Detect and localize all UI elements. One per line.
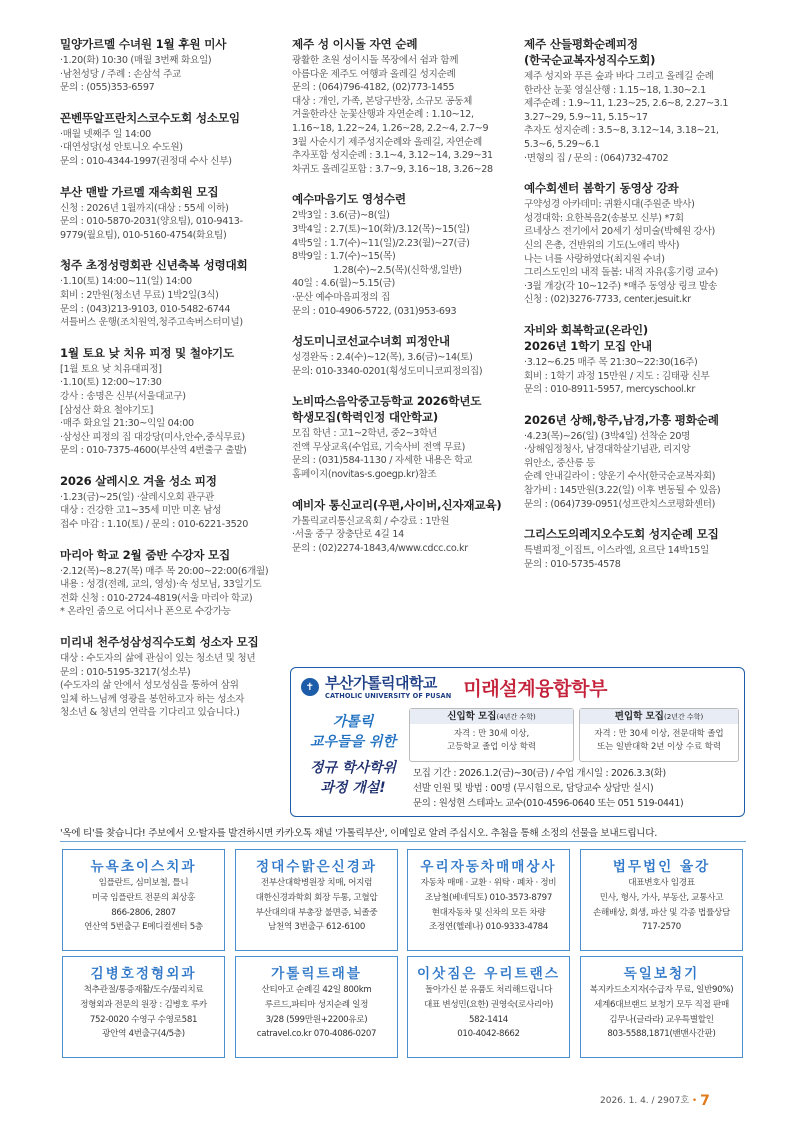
article-line: 특별피정_이집트, 이스라엘, 요르단 14박15일 (524, 545, 709, 557)
notice-divider (60, 841, 746, 842)
business-name: 정대수맑은신경과 (255, 859, 378, 875)
article-line: 가톨릭교리통신교육회 / 수강료 : 1만원 (292, 515, 450, 527)
business-ad (62, 956, 225, 1058)
article-line: ·3.12~6.25 매주 목 21:30~22:30(16주) (524, 356, 698, 368)
article-line: 대상 : 수도자의 삶에 관심이 있는 청소년 및 청년 (60, 653, 256, 665)
article-line: 문의 : 010-5195-3217(성소부) (60, 666, 191, 678)
notice-article (524, 180, 746, 307)
article-title: 제주 산들평화순례피정 (한국순교복자성직수도회) (524, 37, 656, 67)
business-detail: 산티아고 순례길 42일 800km (261, 985, 372, 995)
freshman-subtitle: (4년간 수학) (496, 713, 536, 721)
notice-article (60, 634, 282, 720)
business-detail: 복지카드소지자(수급자 무료, 일반90%) (589, 985, 734, 995)
article-title: 자비와 회복학교(온라인) 2026년 1학기 모집 안내 (524, 322, 652, 353)
article-line: 추자포함 성지순례 : 3.1~4, 3.12~14, 3.29~31 (292, 150, 493, 162)
article-line: 강사 : 송명은 신부(서울대교구) (60, 390, 186, 402)
article-title: 미리내 천주성삼성직수도회 성소자 모집 (60, 635, 259, 650)
article-line: 1.16~18, 1.22~24, 1.26~28, 2.2~4, 2.7~9 (292, 122, 489, 134)
article-line: 3월 사순시기 제주성지순례와 올레길, 자연순례 (292, 136, 482, 148)
notice-article (60, 184, 282, 243)
article-line: 4박5일 : 1.7(수)~11(일)/2.23(월)~27(금) (292, 237, 470, 249)
freshman-admission-title (410, 709, 573, 724)
notice-article (524, 526, 746, 571)
article-line: 문의 : 010-8911-5957, mercyschool.kr (524, 384, 696, 396)
notice-article (292, 497, 514, 556)
admission-contact: 문의 : 원성현 스테파노 교수(010-4596-0640 또는 051 519-0441) (413, 798, 684, 809)
article-title: 2026 살레시오 겨울 성소 피정 (60, 473, 217, 488)
article-line: 문의 : 010-5870-2031(양요팀), 010-9413- (60, 216, 243, 228)
business-detail: catravel.co.kr 070-4086-0207 (256, 1029, 377, 1040)
article-title: 밀양가르멜 수녀원 1월 후원 미사 (60, 37, 227, 51)
typo-notice: '옥에 티'를 찾습니다! 주보에서 오·탈자를 발견하시면 카카오톡 채널 '가톨릭부산', 이메일로 알려 주십시오. 추첨을 통해 소정의 선물을 보내드립니다. (60, 828, 657, 839)
article-line: ·매월 넷째주 일 14:00 (60, 128, 151, 140)
article-line: 위안소, 중산릉 등 (524, 457, 596, 469)
article-line: 제주순례 : 1.9~11, 1.23~25, 2.6~8, 2.27~3.1 (524, 98, 729, 110)
business-name: 이삿짐은 우리트랜스 (417, 966, 560, 982)
article-title: 2026년 상해,항주,남경,가흥 평화순례 (524, 412, 719, 427)
article-line: ·남천성당 / 주례 : 손삼석 주교 (60, 68, 182, 80)
business-detail: 돌아가신 분 유품도 처리해드립니다 (424, 985, 553, 995)
business-detail: 연산역 5번출구 E메디컬센터 5층 (84, 922, 203, 933)
article-line: 모집 학년 : 고1~2학년, 중2~3학년 (292, 428, 438, 440)
business-name: 법무법인 율강 (612, 859, 711, 875)
business-ad (407, 956, 570, 1058)
transfer-line-1: 자격 : 만 30세 이상, 전문대학 졸업 (594, 728, 724, 738)
article-line: 대상 : 건강한 고1~35세 미만 미혼 남성 (60, 505, 222, 517)
article-line: 문의 : 010-4344-1997(권정대 수사 신부) (60, 155, 232, 167)
article-line: [삼성산 화요 철야기도] (60, 404, 154, 416)
business-name: 독일보청기 (623, 966, 700, 982)
article-line: 겨울한라산 눈꽃산행과 자연순례 : 1.10~12, (292, 109, 474, 121)
business-ad (407, 849, 570, 951)
notice-article (292, 393, 514, 481)
transfer-title-text: 편입학 모집 (614, 711, 664, 722)
article-line: 셔틀버스 운행(조치원역,청주고속버스터미널) (60, 317, 243, 329)
university-banner-ad (290, 667, 745, 817)
notice-article (292, 191, 514, 318)
business-detail: 3/28 (599만원+2200유로) (265, 1014, 368, 1025)
article-line: 문의 : 010-7375-4600(부산역 4번출구 출발) (60, 445, 247, 457)
notice-article (292, 333, 514, 378)
article-line: 르네상스 전기에서 20세기 성미술(박혜원 강사) (524, 226, 715, 238)
notice-article (60, 473, 282, 532)
business-detail: 미국 임플란트 전문의 최상홍 (91, 892, 196, 903)
article-line: ·서울 중구 장충단로 4길 14 (292, 529, 404, 541)
admission-period: 모집 기간 : 2026.1.2(금)~30(금) / 수업 개시일 : 2026.3.3(화) (413, 768, 666, 779)
article-line: 내용 : 성경(전례, 교의, 영성)·속 성모님, 33일기도 (60, 579, 262, 591)
article-line: ·1.20(화) 10:30 (매월 3번째 화요일) (60, 55, 212, 66)
business-name: 김병호정형외과 (90, 966, 197, 982)
university-name-english: CATHOLIC UNIVERSITY OF PUSAN (325, 691, 452, 700)
article-line: 2박3일 : 3.6(금)~8(일) (292, 210, 390, 222)
business-detail: 김무나(글라라) 교우특별할인 (609, 1014, 714, 1025)
slogan-line-4: 과정 개설! (320, 780, 386, 796)
article-line: 한라산 눈꽃 영실산행 : 1.15~18, 1.30~2.1 (524, 84, 706, 96)
business-ad (235, 956, 398, 1058)
article-line: 제주 성지와 푸른 숲과 바다 그리고 올레길 순례 (524, 71, 714, 82)
business-detail: 조정연(헬레나) 010-9333-4784 (429, 922, 548, 933)
article-title: 예수회센터 봄학기 동영상 강좌 (524, 181, 679, 196)
notice-article (60, 110, 282, 169)
article-line: 광활한 초원 성이시돌 목장에서 쉼과 함께 (292, 55, 459, 66)
freshman-line-2: 고등학교 졸업 이상 학력 (447, 740, 536, 751)
business-detail: 866-2806, 2807 (111, 907, 176, 918)
business-detail: 대표 변성민(요한) 권영숙(로사리아) (423, 999, 554, 1010)
article-title: 제주 성 이시돌 자연 순례 (292, 37, 418, 51)
article-line: 8박9일 : 1.7(수)~15(목) (292, 251, 396, 263)
business-detail: 부산대의대 부총장 불면증, 뇌졸중 (255, 907, 378, 918)
footer-dot: • (691, 1096, 698, 1106)
article-line: 5.3~6, 5.29~6.1 (524, 138, 600, 150)
article-title: 성도미니코선교수녀회 피정안내 (292, 334, 450, 349)
article-line: ·대연성당(성 안토니오 수도원) (60, 142, 183, 154)
article-title: 그리스도의레지오수도회 성지순례 모집 (524, 527, 719, 542)
article-line: 40일 : 4.6(월)~5.15(금) (292, 278, 395, 290)
article-line: 성경대학: 요한복음2(송봉모 신부) *7회 (524, 212, 684, 224)
banner-slogan (299, 712, 407, 798)
admission-method: 선발 인원 및 방법 : 00명 (무시험으로, 담당교수 상담만 실시) (413, 783, 654, 794)
business-detail: 582-1414 (469, 1014, 508, 1025)
article-line: 아름다운 제주도 여행과 올레길 성지순례 (292, 68, 456, 80)
freshman-title-text: 신입학 모집 (447, 711, 497, 722)
article-line: 문의 : (064)796-4182, (02)773-1455 (292, 82, 455, 94)
article-line: ·1.10(토) 14:00~11(일) 14:00 (60, 276, 192, 288)
business-detail: 척추관절/통증재활/도수/물리치료 (83, 985, 204, 995)
article-line: 문의 : 010-4906-5722, (031)953-693 (292, 305, 457, 317)
article-line: 회비 : 1학기 과정 15만원 / 지도 : 김태광 신부 (524, 370, 710, 382)
notice-article (60, 547, 282, 619)
article-line: ·상해임정청사, 남경대학살기념관, 리지앙 (524, 444, 691, 456)
article-line: ·삼성산 피정의 집 대강당(미사,안수,중식무료) (60, 431, 245, 443)
article-line: ·문산 예수마음피정의 집 (292, 291, 390, 303)
transfer-admission-box (579, 708, 739, 762)
business-detail: 세계6대브랜드 보청기 모두 직접 판매 (594, 999, 729, 1010)
column-left (60, 36, 282, 735)
article-line: 대상 : 개인, 가족, 본당구반장, 소규모 공동체 (292, 95, 473, 107)
article-line: ·4.23(목)~26(일) (3박4일) 선착순 20명 (524, 430, 691, 442)
article-line: ·2.12(목)~8.27(목) 매주 목 20:00~22:00(6개월) (60, 565, 269, 577)
business-name: 우리자동차매매상사 (420, 859, 557, 875)
notice-article (60, 345, 282, 458)
business-detail: 민사, 형사, 가사, 부동산, 교통사고 (599, 892, 724, 903)
article-line: 신의 은총, 건반위의 기도(노애리 박사) (524, 239, 680, 251)
business-detail: 752-0020 수영구 수영로581 (89, 1014, 198, 1025)
page-footer (600, 1093, 710, 1109)
university-name (325, 675, 451, 700)
article-line: * 온라인 줌으로 어디서나 폰으로 수강가능 (60, 606, 231, 618)
article-line: 신청 : 2026년 1월까지(대상 : 55세 이하) (60, 202, 229, 214)
business-detail: 광안역 4번출구(4/5층) (102, 1029, 185, 1040)
article-line: 3박4일 : 2.7(토)~10(화)/3.12(목)~15(일) (292, 223, 470, 235)
article-line: 참가비 : 145만원(3.22(일) 이후 변동될 수 있음) (524, 485, 721, 497)
university-name-korean: 부산가톨릭대학교 (325, 673, 437, 692)
article-title: 마리아 학교 2월 줌반 수강자 모집 (60, 547, 231, 562)
admission-info (413, 766, 741, 811)
article-line: 구약성경 아카데미: 귀환시대(주원준 박사) (524, 199, 695, 211)
article-line: 회비 : 2만원(청소년 무료) 1박2일(3식) (60, 289, 219, 301)
business-ad (580, 849, 743, 951)
issue-date: 2026. 1. 4. / 2907호 (600, 1096, 690, 1106)
notice-article (292, 36, 514, 176)
article-line: ·1.10(토) 12:00~17:30 (60, 377, 162, 389)
article-line: 성경완독 : 2.4(수)~12(목), 3.6(금)~14(토) (292, 352, 473, 364)
article-line: ·면형의 집 / 문의 : (064)732-4702 (524, 152, 669, 164)
article-line: 문의 : (064)739-0951(성프란치스코평화센터) (524, 498, 716, 510)
business-detail: 임플란트, 심미보철, 틀니 (98, 878, 189, 888)
business-ad (62, 849, 225, 951)
article-line: 문의: 010-3340-0201(횡성도미니코피정의집) (292, 365, 483, 377)
article-line: (수도자의 삶 안에서 성모성심을 통하여 삼위 (60, 680, 239, 692)
article-line: [1월 토요 낮 치유대피정] (60, 363, 162, 375)
article-line: ·3월 개강(각 10~12주) *매주 동영상 링크 발송 (524, 280, 717, 292)
notice-article (524, 412, 746, 512)
business-detail: 현대자동차 및 신차의 모든 차량 (431, 907, 546, 918)
article-line: 신청 : (02)3276-7733, center.jesuit.kr (524, 294, 691, 306)
article-title: 1월 토요 낮 치유 피정 및 철야기도 (60, 345, 234, 360)
transfer-line-2: 또는 일반대학 2년 이상 수료 학력 (597, 740, 721, 751)
page-number: 7 (700, 1093, 710, 1109)
department-name: 미래설계융합학부 (463, 677, 608, 700)
article-title: 예비자 통신교리(우편,사이버,신자재교육) (292, 497, 502, 512)
article-line: 그리스도인의 내적 돌봄: 내적 자유(홍기령 교수) (524, 267, 718, 279)
business-ad (235, 849, 398, 951)
business-detail: 루르드,파티마 성지순례 일정 (264, 999, 369, 1010)
business-detail: 남천역 3번출구 612-6100 (267, 922, 365, 933)
transfer-admission-title (580, 709, 738, 724)
slogan-line-2: 교우들을 위한 (309, 734, 397, 750)
article-line: 1.28(수)~2.5(목)(신학생,일반) (292, 264, 462, 276)
business-detail: 717-2570 (642, 922, 681, 933)
business-detail: 010-4042-8662 (457, 1029, 520, 1040)
article-line: 접수 마감 : 1.10(토) / 문의 : 010-6221-3520 (60, 519, 249, 531)
article-line: 전액 무상교육(수업료, 기숙사비 전액 무료) (292, 441, 466, 453)
article-line: 순례 안내길라이 : 양운기 수사(한국순교복자회) (524, 471, 716, 483)
article-line: ·매주 화요일 21:30~익일 04:00 (60, 418, 194, 430)
article-line: ·1.23(금)~25(일) ·살레시오회 관구관 (60, 491, 214, 503)
slogan-line-3: 정규 학사학위 (309, 760, 397, 776)
banner-header (291, 668, 744, 706)
business-detail: 자동차 매매 · 교환 · 위탁 · 폐차 · 정비 (420, 878, 557, 888)
business-detail: 대한신경과학회 회장 두통, 고혈압 (255, 892, 378, 903)
article-line: 나는 너를 사랑하였다(최지원 수녀) (524, 253, 665, 265)
business-detail: 803-5588,1871(밴맨사간판) (607, 1029, 716, 1040)
article-line: 3.27~29, 5.9~11, 5.15~17 (524, 111, 648, 123)
business-detail: 손해배상, 회생, 파산 및 각종 법률상담 (592, 907, 731, 918)
article-title: 예수마음기도 영성수련 (292, 192, 406, 207)
article-line: 문의 : (043)213-9103, 010-5482-6744 (60, 303, 231, 315)
article-line: 전화 신청 : 010-2724-4819(서울 마리아 학교) (60, 592, 253, 604)
transfer-subtitle: (2년간 수학) (664, 713, 704, 721)
business-detail: 정형외과 전문의 원장 : 김병호 루카 (80, 999, 207, 1010)
column-right (524, 36, 746, 586)
business-name: 가톨릭트래블 (271, 966, 362, 982)
business-name: 뉴욕초이스치과 (90, 859, 197, 875)
article-line: 문의 : 010-5735-4578 (524, 558, 621, 570)
business-ad (580, 956, 743, 1058)
article-title: 청주 초정성령회관 신년축복 성령대회 (60, 258, 248, 273)
notice-article (524, 36, 746, 165)
business-detail: 조남철(베네딕토) 010-3573-8797 (425, 892, 552, 903)
university-logo-icon: ✝ (301, 678, 319, 696)
article-title: 노비따스음악중고등학교 2026학년도 학생모집(학력인정 대안학교) (292, 394, 482, 425)
article-line: 일체 하느님께 영광을 봉헌하고자 하는 성소자 (60, 693, 245, 705)
article-line: 문의 : (031)584-1130 / 자세한 내용은 학교 (292, 455, 473, 467)
business-detail: 대표변호사 임경표 (628, 878, 695, 888)
slogan-line-1: 가톨릭 (332, 714, 374, 730)
article-line: 9779(월요팀), 010-5160-4754(화요팀) (60, 229, 227, 241)
notice-article (60, 36, 282, 95)
article-title: 부산 맨발 가르멜 재속회원 모집 (60, 184, 219, 199)
column-middle (292, 36, 514, 570)
business-detail: 전부산대학병원장 치매, 어지럼 (260, 878, 373, 888)
article-line: 문의 : (055)353-6597 (60, 82, 155, 94)
notice-article (524, 322, 746, 397)
article-line: 추자도 성지순례 : 3.5~8, 3.12~14, 3.18~21, (524, 125, 719, 137)
notice-article (60, 257, 282, 329)
article-line: 청소년 & 청년의 연락을 기다리고 있습니다.) (60, 707, 240, 719)
article-line: 문의 : (02)2274-1843,4/www.cdcc.co.kr (292, 542, 468, 554)
article-title: 꼰벤뚜알프란치스코수도회 성소모임 (60, 110, 240, 125)
article-line: 홈페이지(novitas-s.goegp.kr)참조 (292, 469, 437, 481)
freshman-admission-box (409, 708, 574, 762)
article-line: 차귀도 올레길포함 : 3.7~9, 3.16~18, 3.26~28 (292, 163, 493, 175)
freshman-line-1: 자격 : 만 30세 이상, (453, 728, 530, 738)
